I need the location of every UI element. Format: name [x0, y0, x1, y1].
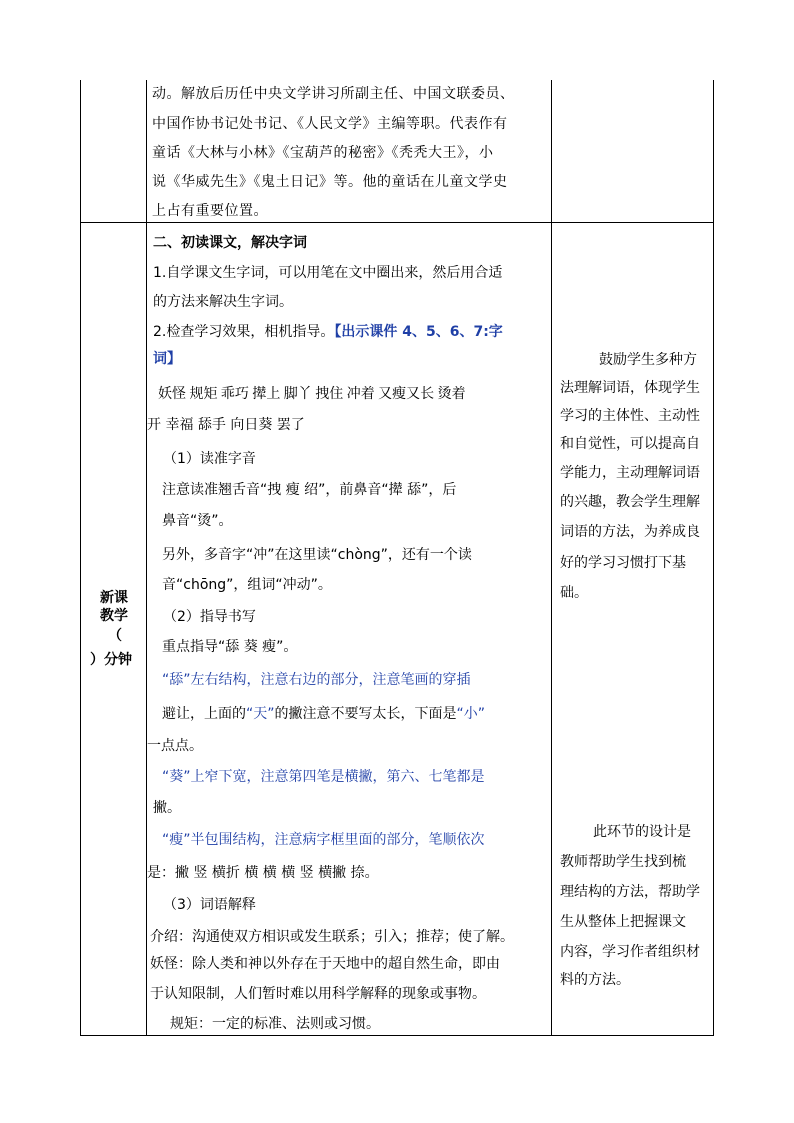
note-line: 鼓励学生多种方	[599, 352, 697, 368]
note-line: 学习的主体性、主动性	[560, 408, 700, 424]
paragraph: 重点指导“舔 葵 瘦”。	[162, 639, 298, 655]
intro-line: 童话《大林与小林》《宝葫芦的秘密》《秃秃大王》，小	[152, 145, 494, 161]
paragraph: “瘦”半包围结构，注意病字框里面的部分，笔顺依次	[162, 832, 485, 848]
paragraph-text: 2.检查学习效果，相机指导。	[153, 324, 335, 340]
paragraph-text: 避让，上面的	[162, 706, 246, 722]
note-line: 此环节的设计是	[593, 824, 691, 840]
note-line: 教师帮助学生找到梳	[560, 854, 686, 870]
paragraph: 妖怪：除人类和神以外存在于天地中的超自然生命，即由	[150, 956, 500, 972]
note-line: 的兴趣，教会学生理解	[560, 494, 700, 510]
paragraph: 于认知限制，人们暂时难以用科学解释的现象或事物。	[150, 986, 486, 1002]
paragraph: 音“chōng”，组词“冲动”。	[162, 577, 332, 593]
highlight: “天”	[246, 706, 275, 722]
note-line: 内容，学习作者组织材	[560, 944, 700, 960]
paragraph-text: 另外，多音字“冲”在这里读“chòng”，还有一个读	[162, 547, 472, 563]
border-left	[80, 80, 81, 1036]
intro-line: 动。解放后历任中央文学讲习所副主任、中国文联委员、	[152, 86, 515, 102]
paragraph: “舔”左右结构，注意右边的部分，注意笔画的穿插	[162, 672, 471, 688]
stage-label-line: ）分钟	[90, 652, 132, 668]
courseware-tag: 【出示课件 4、5、6、7:字	[334, 324, 503, 340]
intro-line: 上占有重要位置。	[152, 203, 268, 219]
paragraph	[162, 704, 485, 724]
note-line: 词语的方法，为养成良	[560, 524, 700, 540]
word-list: 妖怪 规矩 乖巧 撵上 脚丫 拽住 冲着 又瘦又长 烫着	[158, 386, 466, 402]
paragraph: 介绍：沟通使双方相识或发生联系；引入；推荐；使了解。	[150, 929, 514, 945]
section-heading: 二、初读课文，解决字词	[153, 235, 307, 251]
paragraph: 注意读准翘舌音“拽 瘦 绍”，前鼻音“撵 舔”，后	[162, 482, 457, 498]
paragraph	[162, 545, 472, 565]
note-line: 理结构的方法，帮助学	[560, 884, 700, 900]
border-col2	[551, 80, 552, 1036]
note-line: 好的学习习惯打下基	[560, 555, 686, 571]
note-line: 料的方法。	[560, 972, 630, 988]
stage-label-line: 教学	[100, 608, 128, 624]
paragraph: 规矩：一定的标准、法则或习惯。	[170, 1016, 380, 1032]
intro-line: 说《华威先生》《鬼土日记》等。他的童话在儿童文学史	[152, 174, 508, 190]
border-col1	[146, 80, 147, 1036]
paragraph: 是：撇 竖 横折 横 横 横 竖 横撇 捺。	[147, 865, 379, 881]
paragraph: 鼻音“烫”。	[162, 513, 233, 529]
highlight: “小”	[456, 706, 486, 722]
paragraph-text: 的撇注意不要写太长，下面是	[274, 706, 457, 722]
word-list: 开 幸福 舔手 向日葵 罢了	[147, 417, 305, 433]
stage-label-line: 新课	[100, 590, 128, 606]
paragraph	[153, 322, 503, 342]
border-bottom	[80, 1035, 714, 1036]
note-line: 学能力，主动理解词语	[560, 465, 700, 481]
note-line: 和自觉性，可以提高自	[560, 436, 700, 452]
courseware-tag: 词】	[153, 351, 181, 367]
paragraph: “葵”上窄下宽，注意第四笔是横撇，第六、七笔都是	[162, 769, 485, 785]
note-line: 法理解词语，体现学生	[560, 380, 700, 396]
note-line: 生从整体上把握课文	[560, 914, 686, 930]
intro-line: 中国作协书记处书记、《人民文学》主编等职。代表作有	[152, 116, 508, 132]
paragraph: 的方法来解决生字词。	[153, 294, 293, 310]
stage-label-line: （	[108, 628, 122, 644]
subsection-title: （3）词语解释	[163, 897, 256, 913]
paragraph: 一点点。	[147, 738, 203, 754]
subsection-title: （1）读准字音	[163, 451, 256, 467]
paragraph: 1.自学课文生字词，可以用笔在文中圈出来，然后用合适	[153, 265, 503, 281]
border-right	[713, 80, 714, 1036]
note-line: 础。	[560, 585, 588, 601]
paragraph: 撇。	[153, 800, 181, 816]
row-divider	[80, 222, 714, 223]
subsection-title: （2）指导书写	[163, 609, 256, 625]
